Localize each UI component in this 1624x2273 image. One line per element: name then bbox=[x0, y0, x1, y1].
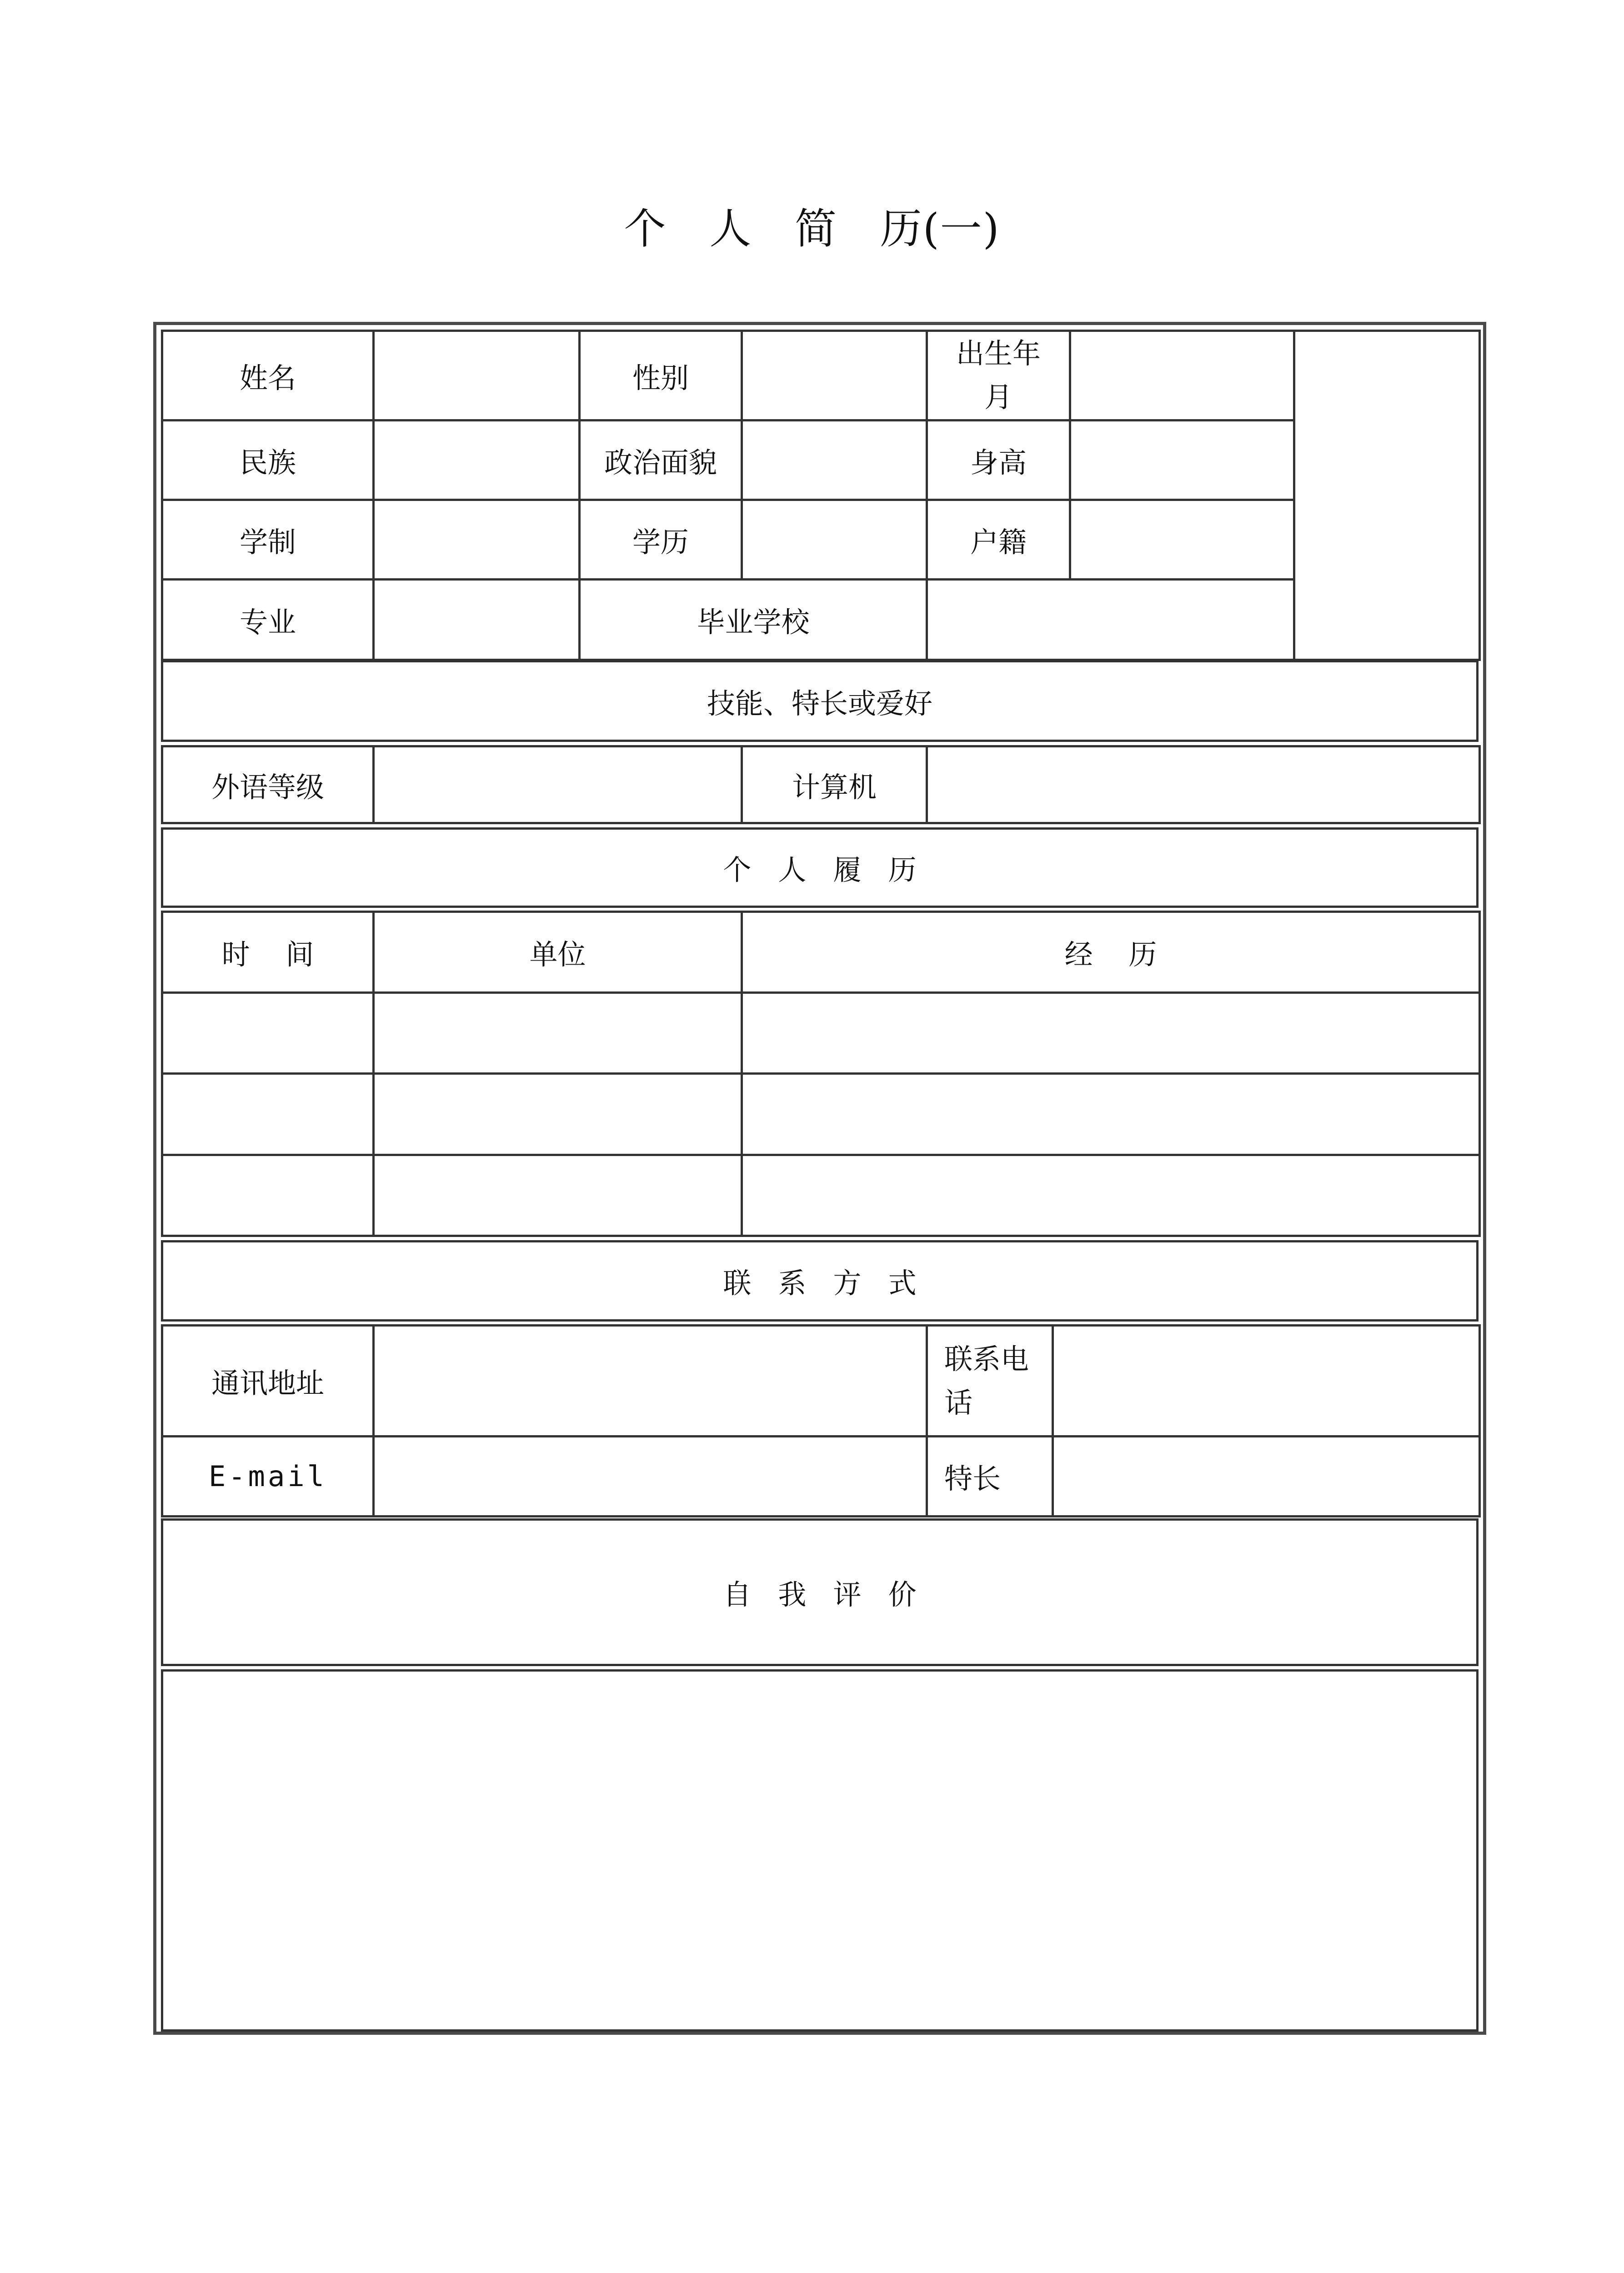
education-field[interactable] bbox=[742, 500, 927, 580]
ethnicity-label: 民族 bbox=[162, 421, 374, 500]
schooling-field[interactable] bbox=[374, 500, 580, 580]
col-header-time: 时 间 bbox=[162, 912, 374, 993]
politics-field[interactable] bbox=[742, 421, 927, 500]
phone-field[interactable] bbox=[1053, 1326, 1480, 1437]
major-field[interactable] bbox=[374, 580, 580, 660]
self-eval-heading: 自 我 评 价 bbox=[161, 1518, 1479, 1666]
name-label: 姓名 bbox=[162, 331, 374, 421]
gender-field[interactable] bbox=[742, 331, 927, 421]
col-header-unit: 单位 bbox=[374, 912, 742, 993]
birth-label-line2: 月 bbox=[984, 381, 1012, 414]
skills-heading: 技能、特长或爱好 bbox=[161, 660, 1479, 742]
self-eval-field[interactable] bbox=[161, 1669, 1479, 2032]
unit-field[interactable] bbox=[374, 992, 742, 1074]
computer-label: 计算机 bbox=[742, 746, 927, 823]
birth-label-line1: 出生年 bbox=[956, 337, 1041, 370]
contact-table bbox=[161, 1324, 1481, 1517]
page-title: 个 人 简 历(一) bbox=[624, 205, 1000, 253]
resume-form bbox=[153, 322, 1486, 2035]
detail-field[interactable] bbox=[742, 992, 1480, 1074]
politics-label: 政治面貌 bbox=[580, 421, 742, 500]
specialty-label: 特长 bbox=[927, 1437, 1053, 1517]
basic-info-table bbox=[161, 330, 1481, 661]
hukou-label: 户籍 bbox=[927, 500, 1070, 580]
gender-label: 性别 bbox=[580, 331, 742, 421]
table-row bbox=[162, 1074, 1480, 1155]
detail-field[interactable] bbox=[742, 1155, 1480, 1236]
table-row bbox=[162, 1155, 1480, 1236]
experience-table bbox=[161, 911, 1481, 1237]
unit-field[interactable] bbox=[374, 1074, 742, 1155]
contact-heading: 联 系 方 式 bbox=[161, 1240, 1479, 1322]
phone-label-line2: 话 bbox=[944, 1386, 973, 1419]
col-header-detail: 经 历 bbox=[742, 912, 1480, 993]
time-field[interactable] bbox=[162, 992, 374, 1074]
photo-box[interactable] bbox=[1294, 331, 1480, 660]
time-field[interactable] bbox=[162, 1155, 374, 1236]
time-field[interactable] bbox=[162, 1074, 374, 1155]
table-row bbox=[162, 992, 1480, 1074]
education-label: 学历 bbox=[580, 500, 742, 580]
unit-field[interactable] bbox=[374, 1155, 742, 1236]
specialty-field[interactable] bbox=[1053, 1437, 1480, 1517]
name-field[interactable] bbox=[374, 331, 580, 421]
language-field[interactable] bbox=[374, 746, 742, 823]
school-label: 毕业学校 bbox=[580, 580, 927, 660]
height-field[interactable] bbox=[1070, 421, 1294, 500]
address-field[interactable] bbox=[374, 1326, 927, 1437]
experience-heading: 个 人 履 历 bbox=[161, 827, 1479, 908]
birth-field[interactable] bbox=[1070, 331, 1294, 421]
birth-label bbox=[927, 331, 1070, 421]
ethnicity-field[interactable] bbox=[374, 421, 580, 500]
schooling-label: 学制 bbox=[162, 500, 374, 580]
skills-table bbox=[161, 745, 1481, 824]
height-label: 身高 bbox=[927, 421, 1070, 500]
hukou-field[interactable] bbox=[1070, 500, 1294, 580]
email-label: E-mail bbox=[162, 1437, 374, 1517]
school-field[interactable] bbox=[927, 580, 1294, 660]
phone-label-line1: 联系电 bbox=[944, 1342, 1029, 1376]
major-label: 专业 bbox=[162, 580, 374, 660]
computer-field[interactable] bbox=[927, 746, 1480, 823]
email-field[interactable] bbox=[374, 1437, 927, 1517]
phone-label bbox=[927, 1326, 1053, 1437]
detail-field[interactable] bbox=[742, 1074, 1480, 1155]
address-label: 通讯地址 bbox=[162, 1326, 374, 1437]
language-label: 外语等级 bbox=[162, 746, 374, 823]
